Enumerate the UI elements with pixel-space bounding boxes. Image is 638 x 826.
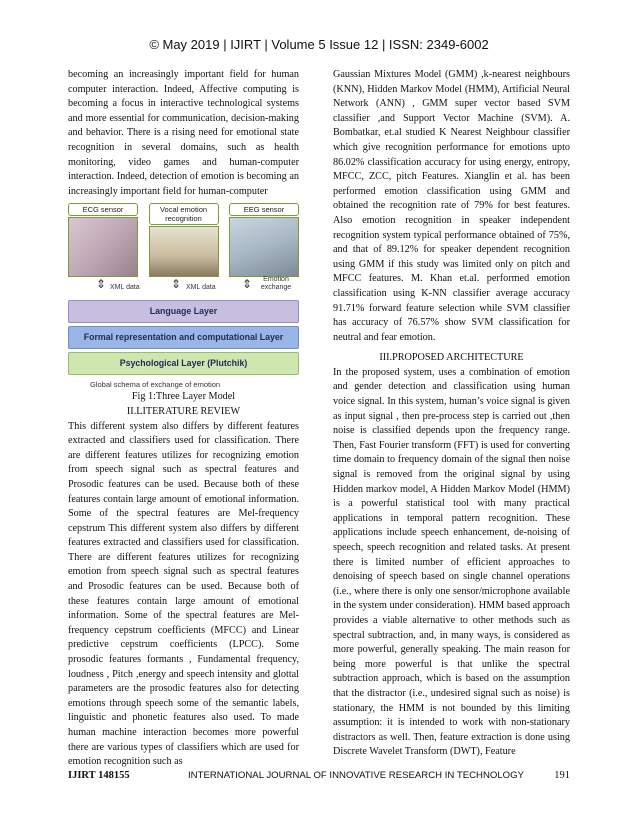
figure-caption: Fig 1:Three Layer Model xyxy=(131,391,236,403)
section-title-proposed-architecture: III.PROPOSED ARCHITECTURE xyxy=(379,352,524,364)
page-number: 191 xyxy=(554,770,570,781)
architecture-paragraph: In the proposed system, uses a combination of emotion and gender detection and classification using human voice signal. In this system, human’s voice signal is given as input signal , then pre-process step is carried out ,then noise is classified depends upon the frequency range. Then, Fast Fourier transform (FFT) is used for converting time domain to frequency domain of the signal then noise signal is removed from the original signal by using Hidden markov model, A Hidden Markov Model (HMM) is a powerful statistical tool with many practical applications in temporal pattern recognition. These applications include speech enhancement, de-noising of speech, speech recognition and related tasks. At present there is limited number of efficient approaches to denoising of speech based on single channel operations (i.e., where there is only one sensor/microphone available in the system under consideration). HMM based approach provides a viable alternative to other methods such as spectral subtraction, and, in many ways, is considered as more powerful, generally speaking. The main reason for being more powerful is that unlike the spectral subtraction approach, which is based on the assumption that the distractor (i.e., undesired signal such as noise) is stationary, the HMM is not bounded by this limiting assumption: it is intended to work with non-stationary distractors as well. Then, feature extraction is done using Discrete Wavelet Transform (DWT), Feature xyxy=(333,366,570,758)
eeg-panel xyxy=(229,203,299,277)
classifier-paragraph: Gaussian Mixtures Model (GMM) ,k-nearest neighbours (KNN), Hidden Markov Model (HMM), Artificial Neural Network (ANN) , GMM super vector based SVM classifier ,and Support Vector Machine (SVM). A. Bombatkar, et.al studied K Nearest Neighbour classifier which give recognition performance for emotions upto 86.02% classification accuracy for using energy, entropy, MFCC, ZCC, pitch Features. Xianglin et al. has been performed emotion classification using GMM and obtained the recognition rate of 79% for best features. Also emotion recognition in speaker independent recognition system typical performance obtained of 75%, and that of 89.12% for speaker dependent recognition using GMM if this study was limited only on pitch and MFCC features. M. Khan et.al. performed emotion classification using K-NN classifier average accuracy 91.71% forward feature selection while SVM classifier has accuracy of 76.57% show SVM classification for neutral and fear emotion. xyxy=(333,69,570,343)
language-layer: Language Layer xyxy=(68,300,299,323)
eeg-sensor-label: EEG sensor xyxy=(229,203,299,216)
xml-data-label-2: XML data xyxy=(186,284,216,292)
left-column xyxy=(68,68,299,770)
ecg-sensor-label: ECG sensor xyxy=(68,203,138,216)
ecg-sensor-image xyxy=(68,217,138,277)
arrow-down-icon: ⇕ xyxy=(171,277,182,292)
psychological-layer: Psychological Layer (Plutchik) xyxy=(68,352,299,375)
section-title-literature-review: II.LITERATURE REVIEW xyxy=(126,405,241,417)
data-arrows xyxy=(68,277,299,297)
emotion-exchange-label: Emotion exchange xyxy=(260,276,292,292)
right-column xyxy=(333,68,570,760)
formal-representation-layer: Formal representation and computational Layer xyxy=(68,326,299,349)
literature-review-paragraph: This different system also differs by different features extracted and classifiers used for classification. There are different features utilizes for recognizing emotion from speech signal such as spectral features and Prosodic features can be used. Because both of these features contain large amount of emotional information. Some of the spectral features are Mel-frequency cepstrum This different system also differs by different features extracted and classifiers used for classification. There are different features utilizes for recognizing emotion from speech signal such as spectral features and Prosodic features can be used. Because both of these features contain large amount of emotional information. Some of the spectral features are Mel-frequency cepstrum coefficients (MFCC) and Linear predictive cepstrum coefficients (LPCC). Some prosodic features formants , Fundamental frequency, loudness , Pitch ,energy and speech intensity and glottal parameters are the prosodic features also for detecting emotions through speech some of the semantic labels, linguistic and phonetic features also used. To made human machine interaction becomes more powerful there are various types of classifiers which are used for emotion recognition such as xyxy=(68,420,299,768)
ecg-panel xyxy=(68,203,138,277)
sensor-panels xyxy=(68,203,299,277)
arrow-down-icon: ⇕ xyxy=(96,277,107,292)
intro-paragraph: becoming an increasingly important field for human computer interaction. Indeed, Affective computing is becoming a focus in interactive technological systems and more essential for communication, decision-making and behavior. There is a rising need for emotional state recognition in several domains, such as health monitoring, video games and human-computer interaction. Indeed, detection of emotion is becoming an increasingly important field for human-computer xyxy=(68,69,299,197)
arrow-down-icon: ⇕ xyxy=(242,277,253,292)
paper-id: IJIRT 148155 xyxy=(68,770,130,781)
page-header: © May 2019 | IJIRT | Volume 5 Issue 12 | ISSN: 2349-6002 xyxy=(149,37,489,52)
eeg-sensor-image xyxy=(229,217,299,277)
three-layer-figure xyxy=(68,203,299,390)
xml-data-label-1: XML data xyxy=(110,284,140,292)
vocal-emotion-image xyxy=(149,226,219,277)
journal-name: INTERNATIONAL JOURNAL OF INNOVATIVE RESEARCH IN TECHNOLOGY xyxy=(188,770,525,781)
vocal-emotion-label: Vocal emotion recognition xyxy=(149,203,219,225)
vocal-panel xyxy=(149,203,219,277)
schema-caption: Global schema of exchange of emotion xyxy=(90,380,221,390)
